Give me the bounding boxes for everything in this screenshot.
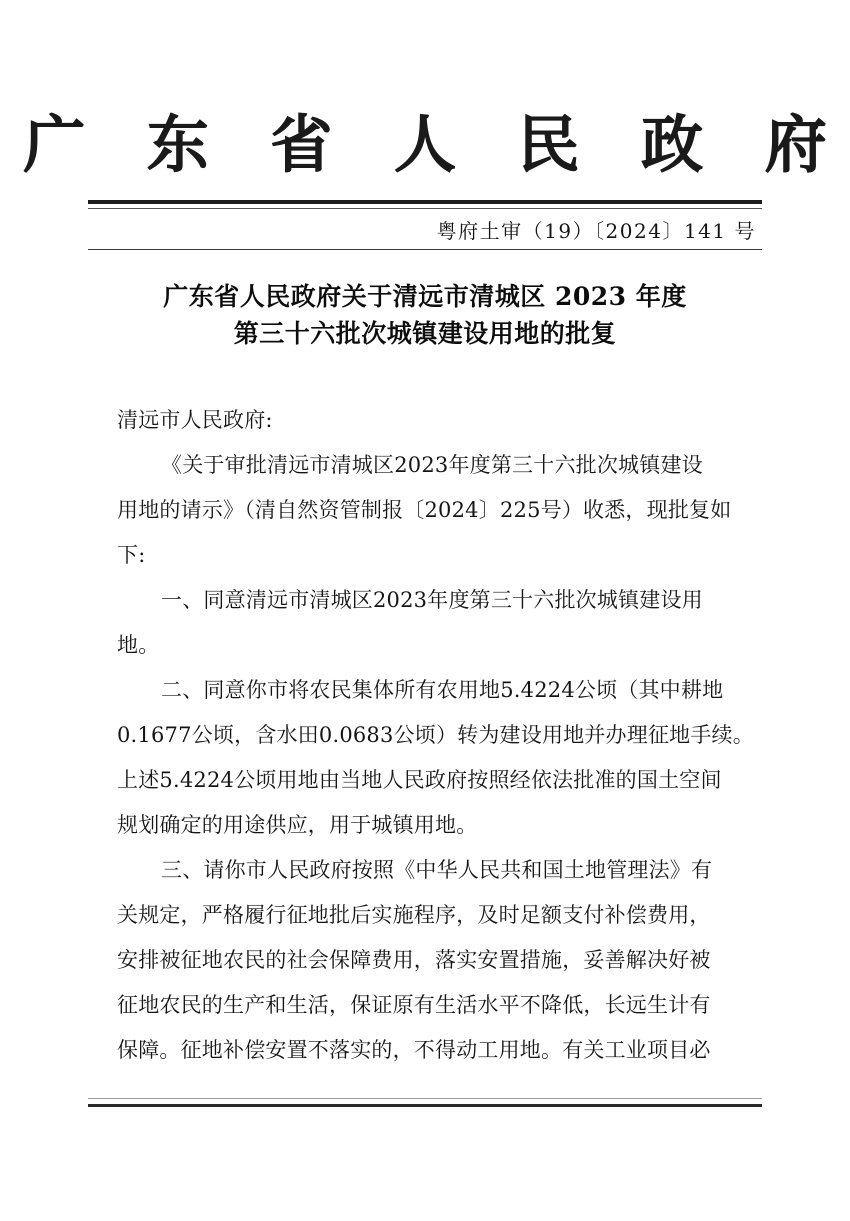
body-line: 安排被征地农民的社会保障费用，落实安置措施，妥善解决好被 [117,948,711,972]
masthead-rule-thin [88,208,762,209]
body-line: 保障。征地补偿安置不落实的，不得动工用地。有关工业项目必 [117,1038,711,1062]
body-line: 三、请你市人民政府按照《中华人民共和国土地管理法》有 [161,858,713,882]
body-line: 关规定，严格履行征地批后实施程序，及时足额支付补偿费用， [117,903,711,927]
document-number-rule [88,249,762,250]
body-lines-container [117,443,754,1073]
body-line: 一、同意清远市清城区2023年度第三十六批次城镇建设用 [161,588,703,612]
body-line: 下: [117,543,146,567]
issuing-authority-title: 广 东 省 人 民 政 府 [23,108,847,181]
body-line: 0.1677公顷，含水田0.0683公顷）转为建设用地并办理征地手续。 [117,723,754,747]
body-line: 二、同意你市将农民集体所有农用地5.4224公顷（其中耕地 [161,678,724,702]
footer-rule-main [88,1104,762,1107]
body-line: 规划确定的用途供应，用于城镇用地。 [117,813,478,837]
footer-rule-faint [88,1098,762,1099]
body-line: 上述5.4224公顷用地由当地人民政府按照经依法批准的国土空间 [117,768,722,792]
page-title-line-1: 广东省人民政府关于清远市清城区 2023 年度 [163,282,687,311]
recipient-line: 清远市人民政府: [117,408,273,432]
body-line: 《关于审批清远市清城区2023年度第三十六批次城镇建设 [161,453,703,477]
document-body [117,398,754,1073]
page-title [100,278,750,352]
body-line: 用地的请示》（清自然资管制报〔2024〕225号）收悉，现批复如 [117,498,732,522]
document-number: 粤府土审（19）〔2024〕141 号 [436,219,756,243]
body-line: 征地农民的生产和生活，保证原有生活水平不降低，长远生计有 [117,993,711,1017]
body-line: 地。 [117,633,160,657]
masthead [0,108,850,182]
masthead-rule-thick [88,200,762,204]
document-number-row [88,216,762,246]
page-title-line-2: 第三十六批次城镇建设用地的批复 [233,319,617,348]
